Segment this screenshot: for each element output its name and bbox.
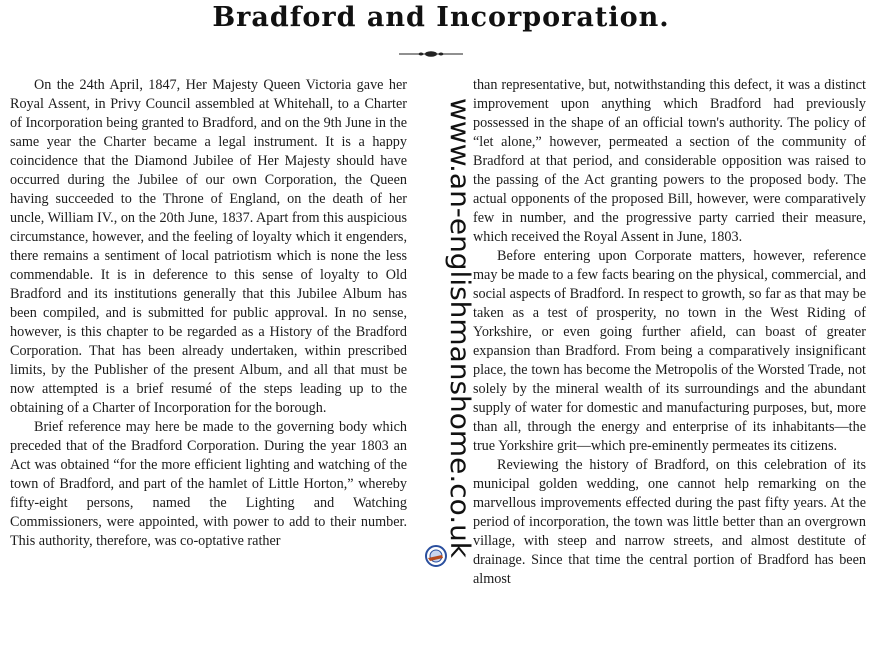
right-paragraph-3: Reviewing the history of Bradford, on this celebration of its municipal golden wedding, one cannot help remarking on the marvellous improvements effected during the past fifty years. At the period of incorporation, the town was little better than an overgrown village, with steep and narrow streets, and almost destitute of drainage. Since that time the central portion of Bradford has been almost <box>473 457 866 587</box>
watermark-text: www.an-englishmanshome.co.uk <box>444 98 475 543</box>
page-title: Bradford and Incorporation. <box>212 2 670 33</box>
right-paragraph-2: Before entering upon Corporate matters, however, reference may be made to a few facts bearing on the physical, commercial, and social aspects of Bradford. In respect to growth, so far as that may be taken as a test of prosperity, no town in the West Riding of Yorkshire, or even going further afield, can boast of greater expansion than Bradford. From being a comparatively insignificant place, the town has become the Metropolis of the Worsted Trade, not solely by the mineral wealth of its surroundings and the abundant supply of water for domestic and manufacturing purposes, but, more than all, through the energy and enterprise of its inhabitants—the true Yorkshire grit—which pre-eminently permeates its citizens. <box>473 248 866 454</box>
globe-icon <box>424 544 448 568</box>
right-column <box>473 76 866 589</box>
left-column <box>10 76 407 551</box>
left-paragraph-1: On the 24th April, 1847, Her Majesty Queen Victoria gave her Royal Assent, in Privy Council assembled at Whitehall, to a Charter of Incorporation being granted to Bradford, and on the 9th June in the same year the Charter became a legal instrument. It is a happy coincidence that the Diamond Jubilee of Her Majesty should have occurred during the Jubilee of our own Corporation, the Queen having succeeded to the Throne of England, on the death of her uncle, William IV., on the 20th June, 1837. Apart from this auspicious circumstance, however, and the feeling of loyalty which it engenders, there remains a sentiment of local patriotism which is none the less commendable. It is in deference to this sense of loyalty to Old Bradford and its institutions generally that this Jubilee Album has been compiled, and is submitted for public approval. In no sense, however, is this chapter to be regarded as a History of the Bradford Corporation. That has been already undertaken, within prescribed limits, by the Publisher of the present Album, and all that must be now attempted is a brief resumé of the steps leading up to the obtaining of a Charter of Incorporation for the borough. <box>10 77 407 416</box>
left-paragraph-2: Brief reference may here be made to the governing body which preceded that of the Bradford Corporation. During the year 1803 an Act was obtained “for the more efficient lighting and watching of the town of Bradford, and part of the hamlet of Little Horton,” whereby fifty-eight persons, named the Lighting and Watching Commissioners, were appointed, with power to add to their number. This authority, therefore, was co-optative rather <box>10 419 407 549</box>
right-paragraph-1: than representative, but, notwithstanding this defect, it was a distinct improvement upon anything which Bradford had previously possessed in the shape of an official town's authority. The policy of “let alone,” however, permeated a section of the community of Bradford at that period, and considerable opposition was raised to the passing of the Act granting powers to the proposed body. The actual opponents of the proposed Bill, however, were comparatively few in number, and the progressive party carried their measure, which received the Royal Assent in June, 1803. <box>473 77 866 245</box>
watermark <box>421 98 475 568</box>
title-ornament <box>399 49 463 59</box>
